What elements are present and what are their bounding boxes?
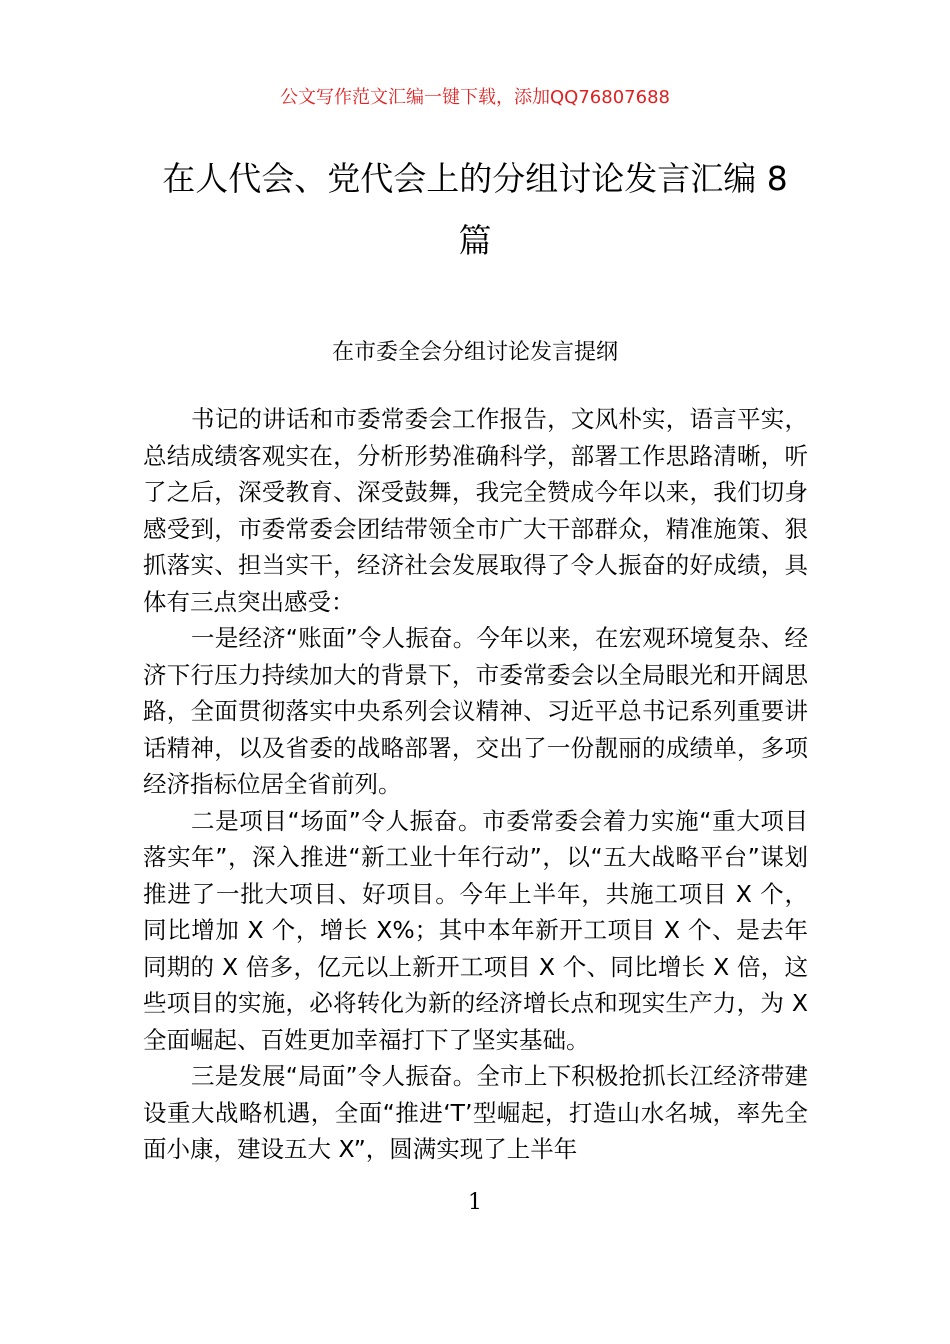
- document-title: [140, 148, 810, 272]
- paragraph-economy: 一是经济“账面”令人振奋。今年以来，在宏观环境复杂、经济下行压力持续加大的背景下，市委常委会以全局眼光和开阔思路，全面贯彻落实中央系列会议精神、习近平总书记系列重要讲话精神，以及省委的战略部署，交出了一份靓丽的成绩单，多项经济指标位居全省前列。: [143, 624, 808, 798]
- document-subtitle: 在市委全会分组讨论发言提纲: [331, 340, 618, 365]
- document-body: [143, 401, 808, 1168]
- document-title-line-2: 篇: [458, 221, 492, 260]
- paragraph-development: 三是发展“局面”令人振奋。全市上下积极抢抓长江经济带建设重大战略机遇，全面“推进‘T’型崛起，打造山水名城，率先全面小康，建设五大 X”，圆满实现了上半年: [143, 1062, 808, 1163]
- page-number: 1: [468, 1190, 482, 1215]
- paragraph-projects: 二是项目“场面”令人振奋。市委常委会着力实施“重大项目落实年”，深入推进“新工业十年行动”，以“五大战略平台”谋划推进了一批大项目、好项目。今年上半年，共施工项目 X 个，同比增加 X 个，增长 X%；其中本年新开工项目 X 个、是去年同期的 X 倍多，亿元以上新开工项目 X 个、同比增长 X 倍，这些项目的实施，必将转化为新的经济增长点和现实生产力，为 X 全面崛起、百姓更加幸福打下了坚实基础。: [143, 806, 808, 1054]
- watermark-banner: 公文写作范文汇编一键下载，添加QQ76807688: [280, 87, 670, 108]
- document-title-line-1: 在人代会、党代会上的分组讨论发言汇编 8: [162, 159, 788, 198]
- paragraph-intro: 书记的讲话和市委常委会工作报告，文风朴实，语言平实，总结成绩客观实在，分析形势准确科学，部署工作思路清晰，听了之后，深受教育、深受鼓舞，我完全赞成今年以来，我们切身感受到，市委常委会团结带领全市广大干部群众，精准施策、狠抓落实、担当实干，经济社会发展取得了令人振奋的好成绩，具体有三点突出感受：: [143, 405, 808, 616]
